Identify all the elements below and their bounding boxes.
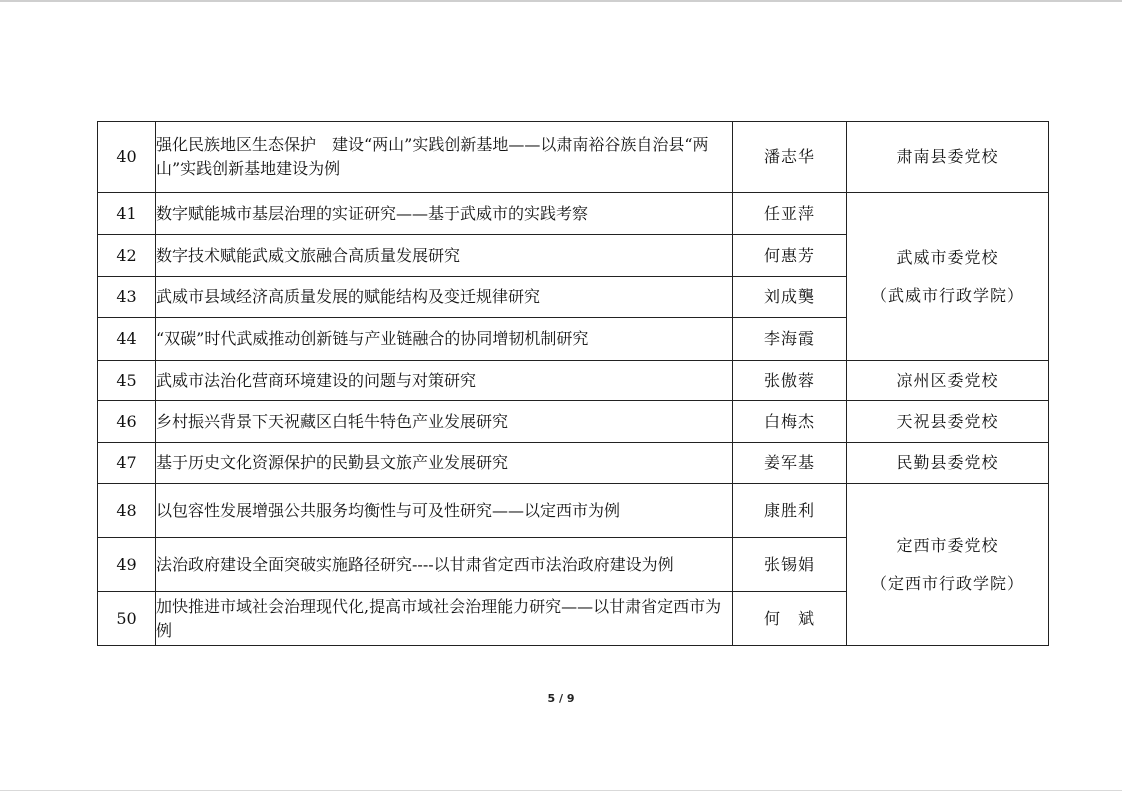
table-row (98, 122, 1049, 193)
project-title: 以包容性发展增强公共服务均衡性与可及性研究——以定西市为例 (156, 484, 733, 538)
unit-name (847, 484, 1049, 646)
unit-name (847, 193, 1049, 361)
page-number: 5 / 9 (547, 692, 575, 705)
row-number: 44 (98, 318, 156, 361)
project-title: 加快推进市域社会治理现代化,提高市域社会治理能力研究——以甘肃省定西市为例 (156, 592, 733, 646)
author-name: 刘成龑 (733, 277, 847, 318)
table-row (98, 193, 1049, 235)
author-name: 李海霞 (733, 318, 847, 361)
row-number: 49 (98, 538, 156, 592)
row-number: 45 (98, 361, 156, 401)
author-name: 白梅杰 (733, 401, 847, 443)
project-title: 数字技术赋能武威文旅融合高质量发展研究 (156, 235, 733, 277)
unit-name-line1: 武威市委党校 (896, 247, 999, 267)
project-title: 强化民族地区生态保护 建设“两山”实践创新基地——以肃南裕谷族自治县“两山”实践创新基地建设为例 (156, 122, 733, 193)
unit-name: 凉州区委党校 (847, 361, 1049, 401)
project-title: “双碳”时代武威推动创新链与产业链融合的协同增韧机制研究 (156, 318, 733, 361)
project-list-table (97, 121, 1049, 646)
author-name: 何 斌 (733, 592, 847, 646)
project-title: 武威市县域经济高质量发展的赋能结构及变迁规律研究 (156, 277, 733, 318)
author-name: 张锡娟 (733, 538, 847, 592)
author-name: 姜军基 (733, 443, 847, 484)
table-row (98, 443, 1049, 484)
author-name: 任亚萍 (733, 193, 847, 235)
unit-name: 肃南县委党校 (847, 122, 1049, 193)
row-number: 46 (98, 401, 156, 443)
page-top-border (0, 0, 1122, 2)
row-number: 42 (98, 235, 156, 277)
project-title: 武威市法治化营商环境建设的问题与对策研究 (156, 361, 733, 401)
author-name: 潘志华 (733, 122, 847, 193)
table-row (98, 401, 1049, 443)
unit-name-line2: （武威市行政学院） (870, 285, 1024, 305)
row-number: 50 (98, 592, 156, 646)
unit-name: 民勤县委党校 (847, 443, 1049, 484)
row-number: 40 (98, 122, 156, 193)
project-title: 乡村振兴背景下天祝藏区白牦牛特色产业发展研究 (156, 401, 733, 443)
unit-name-line1: 定西市委党校 (896, 535, 999, 555)
table-row (98, 361, 1049, 401)
row-number: 48 (98, 484, 156, 538)
author-name: 何惠芳 (733, 235, 847, 277)
unit-name-line2: （定西市行政学院） (870, 573, 1024, 593)
page-bottom-border (0, 790, 1122, 791)
table-row (98, 484, 1049, 538)
author-name: 康胜利 (733, 484, 847, 538)
unit-name: 天祝县委党校 (847, 401, 1049, 443)
row-number: 43 (98, 277, 156, 318)
author-name: 张傲蓉 (733, 361, 847, 401)
row-number: 41 (98, 193, 156, 235)
project-title: 数字赋能城市基层治理的实证研究——基于武威市的实践考察 (156, 193, 733, 235)
project-title: 法治政府建设全面突破实施路径研究----以甘肃省定西市法治政府建设为例 (156, 538, 733, 592)
row-number: 47 (98, 443, 156, 484)
project-title: 基于历史文化资源保护的民勤县文旅产业发展研究 (156, 443, 733, 484)
